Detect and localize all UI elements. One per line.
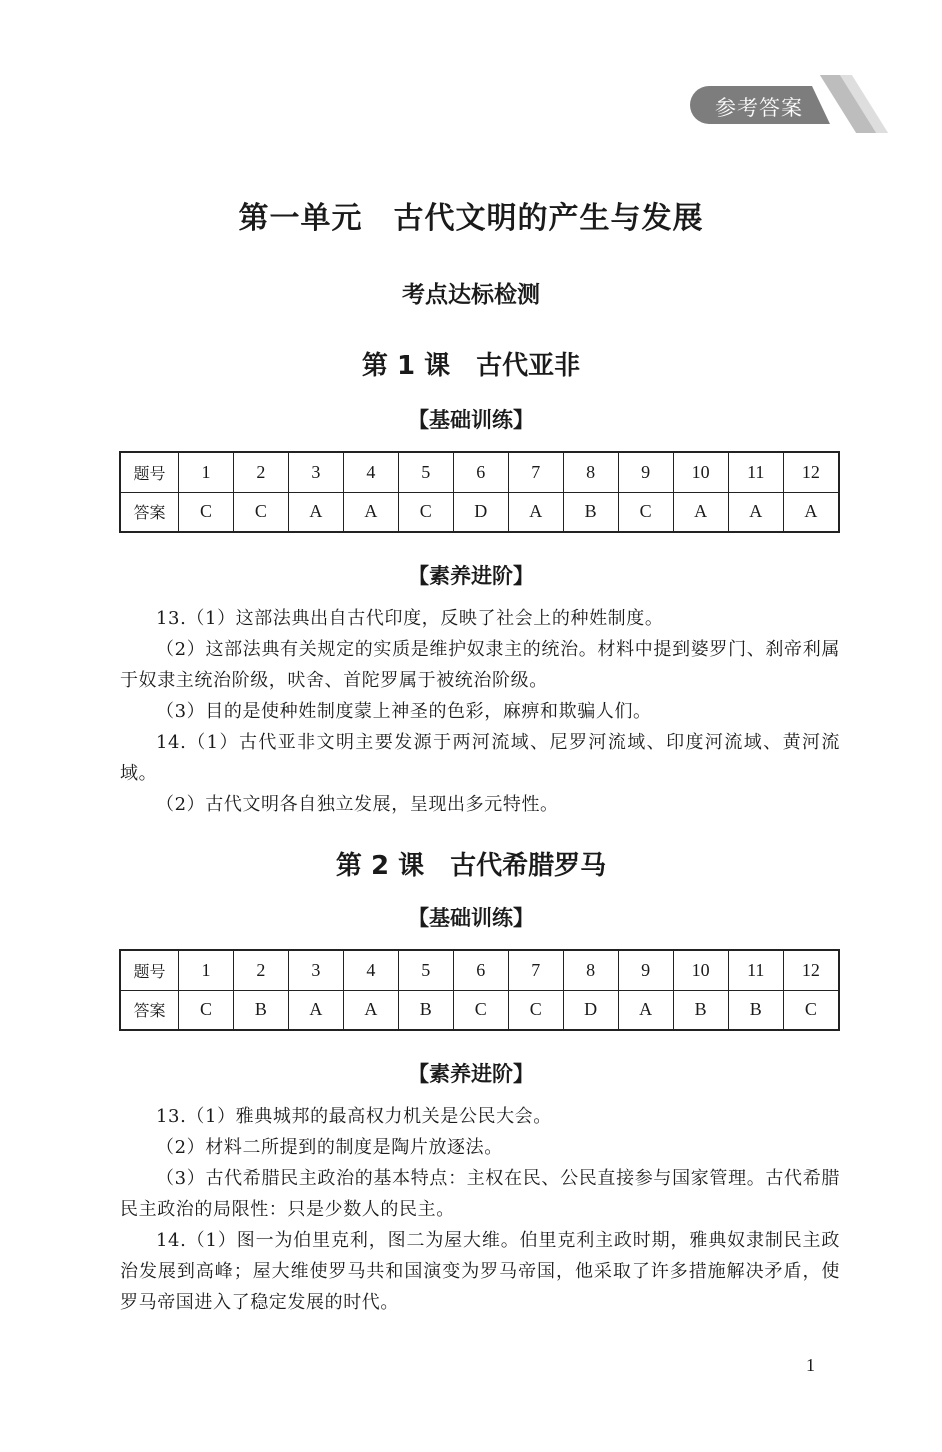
table-row-answers [120, 990, 839, 1030]
answer-paragraph: （2）材料二所提到的制度是陶片放逐法。 [156, 1137, 503, 1158]
question-number: 4 [343, 950, 398, 990]
row-label: 题号 [120, 950, 178, 990]
row-label: 题号 [120, 452, 178, 492]
question-number: 11 [728, 452, 783, 492]
lesson-1-answers-text [120, 603, 840, 820]
question-number: 9 [618, 950, 673, 990]
lesson-1-advanced-heading: 【素养进阶】 [408, 564, 534, 588]
question-number: 1 [178, 452, 233, 492]
answer-cell: C [178, 990, 233, 1030]
lesson-2-answer-table [119, 949, 840, 1031]
answer-cell: C [618, 492, 673, 532]
answer-cell: B [233, 990, 288, 1030]
page-number: 1 [806, 1355, 815, 1375]
answer-cell: A [288, 990, 343, 1030]
section-title: 考点达标检测 [402, 282, 540, 308]
question-number: 5 [398, 950, 453, 990]
lesson-2-answers-text [120, 1101, 840, 1318]
table-row-numbers [120, 950, 839, 990]
answer-cell: B [563, 492, 618, 532]
lesson-2-advanced-heading: 【素养进阶】 [408, 1062, 534, 1086]
question-number: 8 [563, 950, 618, 990]
question-number: 12 [783, 452, 839, 492]
answer-paragraph: 13.（1）雅典城邦的最高权力机关是公民大会。 [156, 1106, 552, 1127]
answer-cell: A [343, 492, 398, 532]
lesson-1-answer-table [119, 451, 840, 533]
answer-cell: B [673, 990, 728, 1030]
answer-paragraph: （2）这部法典有关规定的实质是维护奴隶主的统治。材料中提到婆罗门、刹帝利属于奴隶主统治阶级，吠舍、首陀罗属于被统治阶级。 [120, 639, 840, 691]
answer-cell: C [453, 990, 508, 1030]
question-number: 8 [563, 452, 618, 492]
question-number: 2 [233, 452, 288, 492]
question-number: 1 [178, 950, 233, 990]
answer-cell: D [453, 492, 508, 532]
answer-paragraph: 14.（1）图一为伯里克利，图二为屋大维。伯里克利主政时期，雅典奴隶制民主政治发展到高峰；屋大维使罗马共和国演变为罗马帝国，他采取了许多措施解决矛盾，使罗马帝国进入了稳定发展的时代。 [120, 1230, 840, 1313]
question-number: 10 [673, 950, 728, 990]
answer-cell: A [343, 990, 398, 1030]
answer-cell: C [783, 990, 839, 1030]
answer-cell: C [178, 492, 233, 532]
answer-cell: C [508, 990, 563, 1030]
answer-cell: B [398, 990, 453, 1030]
answer-cell: C [233, 492, 288, 532]
answer-paragraph: （3）目的是使种姓制度蒙上神圣的色彩，麻痹和欺骗人们。 [156, 701, 652, 722]
row-label: 答案 [120, 990, 178, 1030]
question-number: 5 [398, 452, 453, 492]
answer-paragraph: 14.（1）古代亚非文明主要发源于两河流域、尼罗河流域、印度河流域、黄河流域。 [120, 732, 840, 784]
question-number: 10 [673, 452, 728, 492]
answer-cell: A [508, 492, 563, 532]
question-number: 6 [453, 452, 508, 492]
answer-cell: A [288, 492, 343, 532]
answer-cell: A [673, 492, 728, 532]
lesson-2-title: 第 2 课 古代希腊罗马 [335, 851, 607, 881]
answer-cell: A [783, 492, 839, 532]
question-number: 2 [233, 950, 288, 990]
question-number: 7 [508, 452, 563, 492]
lesson-1-title: 第 1 课 古代亚非 [361, 351, 581, 381]
table-row-numbers [120, 452, 839, 492]
answer-cell: B [728, 990, 783, 1030]
answer-cell: A [728, 492, 783, 532]
question-number: 7 [508, 950, 563, 990]
answer-paragraph: （2）古代文明各自独立发展，呈现出多元特性。 [156, 794, 559, 815]
answer-paragraph: （3）古代希腊民主政治的基本特点：主权在民、公民直接参与国家管理。古代希腊民主政治的局限性：只是少数人的民主。 [120, 1168, 840, 1220]
question-number: 4 [343, 452, 398, 492]
table-row-answers [120, 492, 839, 532]
question-number: 12 [783, 950, 839, 990]
question-number: 11 [728, 950, 783, 990]
question-number: 3 [288, 950, 343, 990]
answer-cell: C [398, 492, 453, 532]
answer-paragraph: 13.（1）这部法典出自古代印度，反映了社会上的种姓制度。 [156, 608, 664, 629]
lesson-1-basic-heading: 【基础训练】 [408, 408, 534, 432]
answer-cell: A [618, 990, 673, 1030]
answer-cell: D [563, 990, 618, 1030]
header-tab-label: 参考答案 [715, 96, 803, 120]
question-number: 6 [453, 950, 508, 990]
question-number: 9 [618, 452, 673, 492]
question-number: 3 [288, 452, 343, 492]
unit-title: 第一单元 古代文明的产生与发展 [238, 201, 704, 236]
lesson-2-basic-heading: 【基础训练】 [408, 906, 534, 930]
row-label: 答案 [120, 492, 178, 532]
